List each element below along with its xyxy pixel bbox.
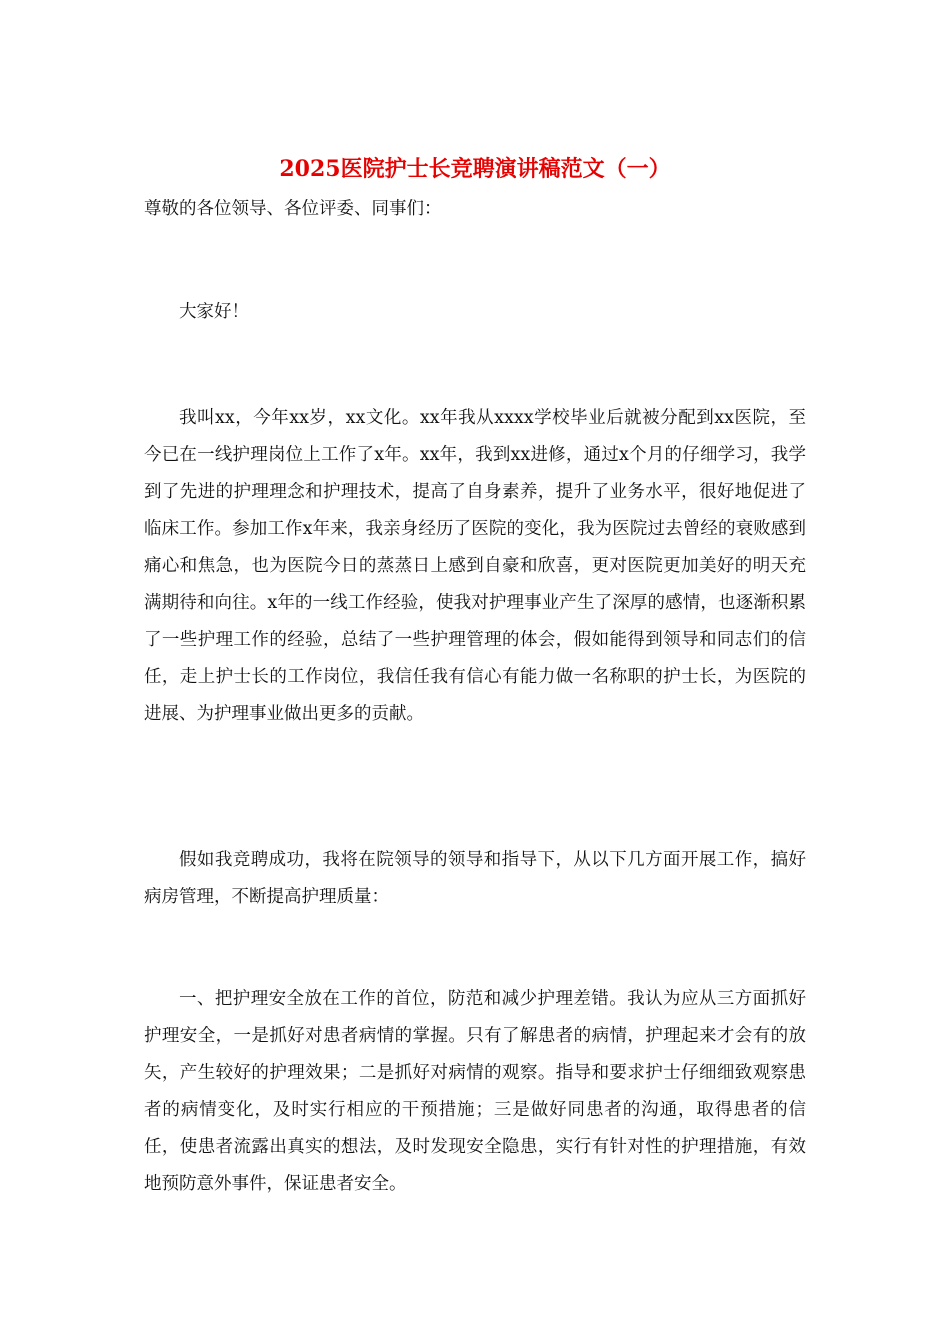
- paragraph-introduction: 我叫xx，今年xx岁，xx文化。xx年我从xxxx学校毕业后就被分配到xx医院，至今已在一线护理岗位上工作了x年。xx年，我到xx进修，通过x个月的仔细学习，我学到了先进的护理理念和护理技术，提高了自身素养，提升了业务水平，很好地促进了临床工作。参加工作x年来，我亲身经历了医院的变化，我为医院过去曾经的衰败感到痛心和焦急，也为医院今日的蒸蒸日上感到自豪和欣喜，更对医院更加美好的明天充满期待和向往。x年的一线工作经验，使我对护理事业产生了深厚的感情，也逐渐积累了一些护理工作的经验，总结了一些护理管理的体会，假如能得到领导和同志们的信任，走上护士长的工作岗位，我信任我有信心有能力做一名称职的护士长，为医院的进展、为护理事业做出更多的贡献。: [144, 408, 806, 724]
- document-title: 2025医院护士长竞聘演讲稿范文（一）: [279, 156, 671, 182]
- salutation: 尊敬的各位领导、各位评委、同事们：: [144, 199, 442, 219]
- paragraph-item-one-safety: 一、把护理安全放在工作的首位，防范和减少护理差错。我认为应从三方面抓好护理安全，一是抓好对患者病情的掌握。只有了解患者的病情，护理起来才会有的放矢，产生较好的护理效果；二是抓好对病情的观察。指导和要求护士仔细细致观察患者的病情变化，及时实行相应的干预措施；三是做好同患者的沟通，取得患者的信任，使患者流露出真实的想法，及时发现安全隐患，实行有针对性的护理措施，有效地预防意外事件，保证患者安全。: [144, 989, 806, 1194]
- paragraph-greeting: 大家好！: [179, 302, 249, 322]
- paragraph-work-plan: 假如我竞聘成功，我将在院领导的领导和指导下，从以下几方面开展工作，搞好病房管理，不断提高护理质量：: [144, 850, 806, 907]
